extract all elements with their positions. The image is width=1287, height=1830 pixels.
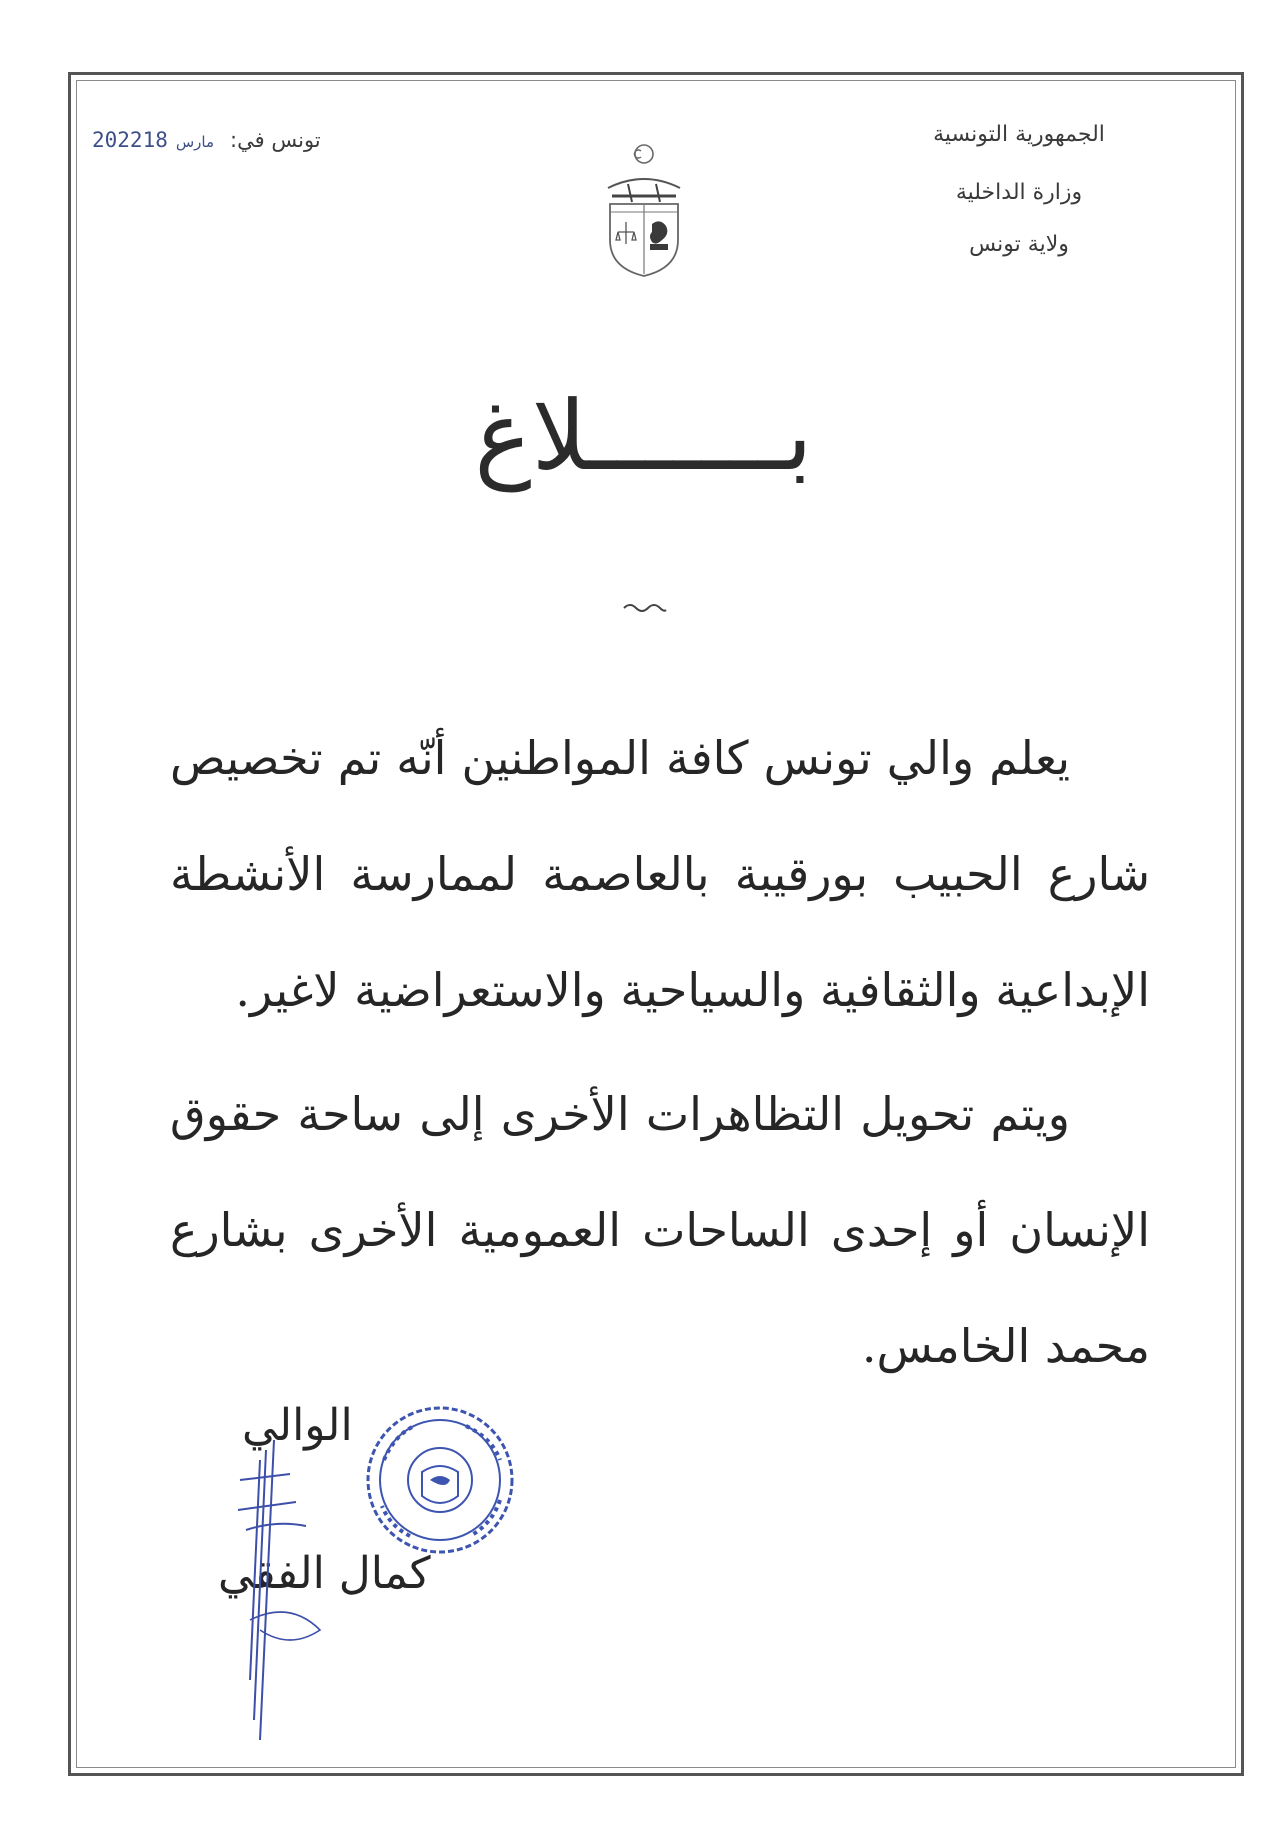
date-day: 18 [142,128,168,152]
signatory-title: الوالي [242,1400,353,1451]
document-title: بـــــــلاغ [474,380,813,492]
coat-of-arms-emblem [598,140,690,280]
paragraph-1 [170,700,1150,1048]
ministry-name: وزارة الداخلية [955,180,1083,205]
date-stamp [92,128,222,152]
date-year: 2022 [92,128,143,152]
letterhead [869,120,1169,260]
signatory-name: كمال الفقي [218,1548,431,1599]
date-month: مارس [175,133,215,151]
governorate-name: ولاية تونس [969,232,1069,257]
date-prefix: تونس في: [230,128,321,152]
republic-name: الجمهورية التونسية [933,122,1105,147]
title-flourish-ornament [620,598,670,618]
paragraph-1-text: يعلم والي تونس كافة المواطنين أنّه تم تخصيص شارع الحبيب بورقيبة بالعاصمة لممارسة الأنشطة الإبداعية والثقافية والسياحية والاستعراضية لاغير. [170,731,1150,1017]
handwritten-signature [220,1420,360,1760]
paragraph-2 [170,1056,1150,1404]
paragraph-2-text: ويتم تحويل التظاهرات الأخرى إلى ساحة حقوق الإنسان أو إحدى الساحات العمومية الأخرى بشارع محمد الخامس. [170,1087,1150,1373]
date-line [92,128,321,152]
